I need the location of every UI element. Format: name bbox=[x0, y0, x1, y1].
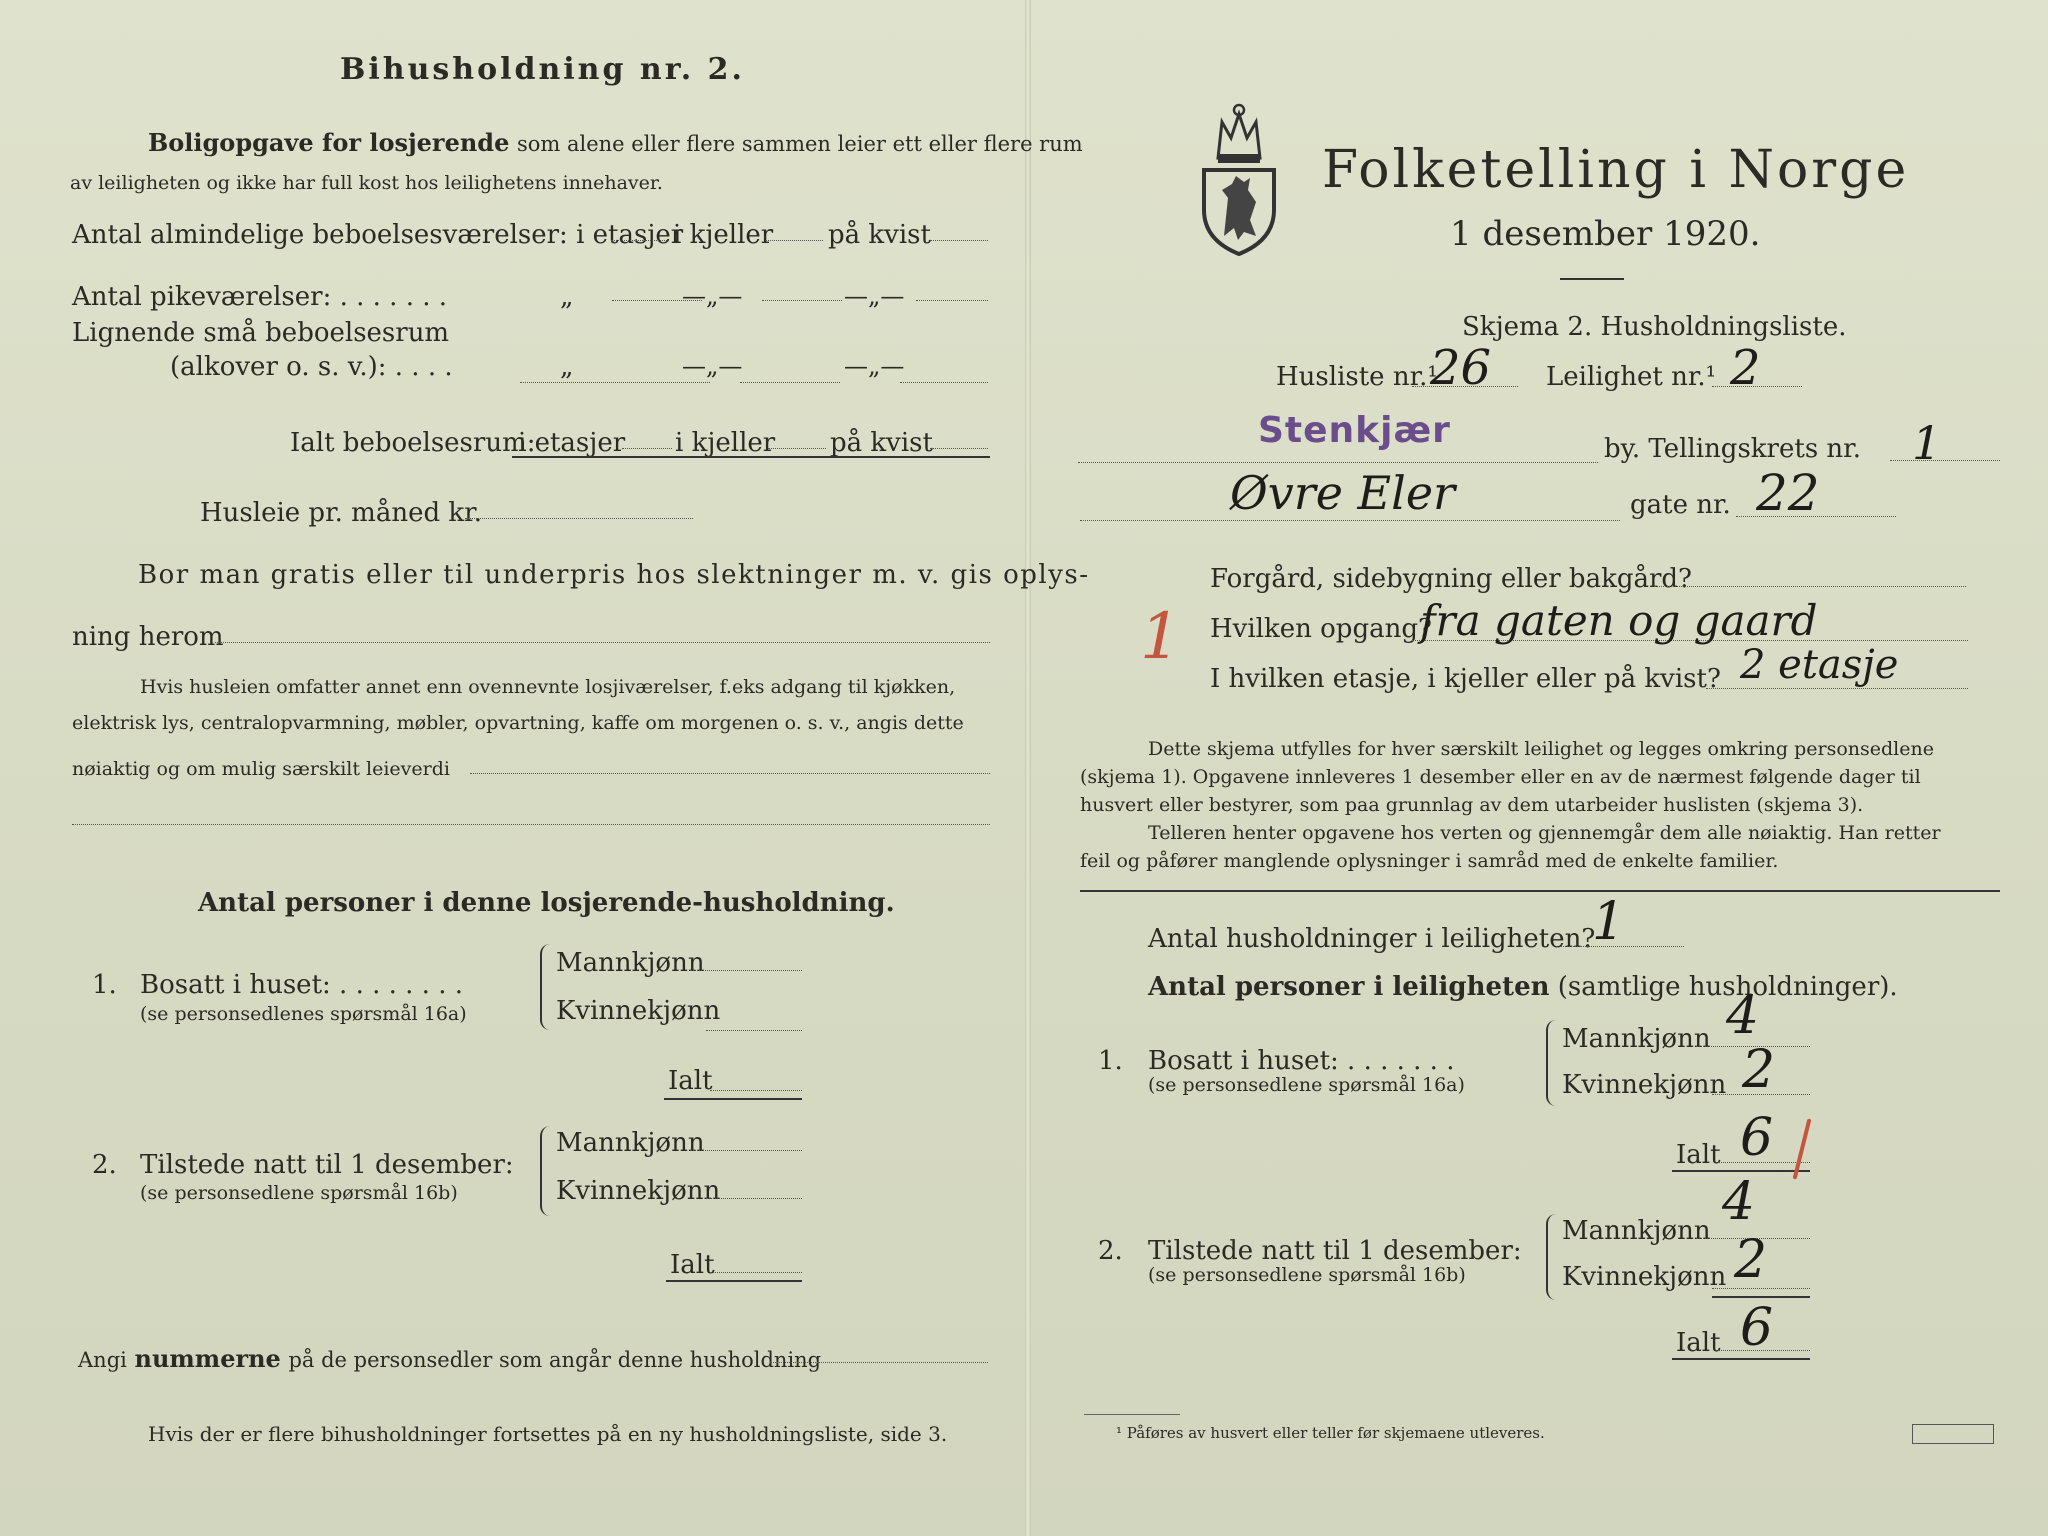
left-page-title: Bihusholdning nr. 2. bbox=[340, 52, 745, 87]
left-item1-ialt-label: Ialt bbox=[668, 1066, 713, 1096]
bor-line-1: Bor man gratis eller til underpris hos slektninger m. v. gis oplys- bbox=[138, 560, 1090, 590]
leilighet-value[interactable]: 2 bbox=[1730, 340, 1761, 396]
bor-field[interactable] bbox=[215, 642, 990, 643]
info-line-5: feil og påfører manglende oplysninger i samråd med de enkelte familier. bbox=[1080, 850, 1779, 872]
etasje-label: I hvilken etasje, i kjeller eller på kvist? bbox=[1210, 664, 1721, 694]
hvis-line-3: nøiaktig og om mulig særskilt leieverdi bbox=[72, 758, 450, 780]
left-item2-num: 2. bbox=[92, 1150, 117, 1180]
left-footer: Hvis der er flere bihusholdninger fortsettes på en ny husholdningsliste, side 3. bbox=[148, 1422, 948, 1446]
left-item2-label: Tilstede natt til 1 desember: bbox=[140, 1150, 514, 1180]
left-item1-kvinne-label: Kvinnekjønn bbox=[556, 996, 721, 1026]
city-field[interactable] bbox=[1078, 462, 1598, 463]
skjema-line: Skjema 2. Husholdningsliste. bbox=[1462, 312, 1847, 342]
left-item1-mann-label: Mannkjønn bbox=[556, 948, 705, 978]
right-item2-note: (se personsedlene spørsmål 16b) bbox=[1148, 1264, 1466, 1286]
printer-mark bbox=[1912, 1424, 1994, 1444]
right-item1-brace bbox=[1546, 1020, 1558, 1106]
forgard-label: Forgård, sidebygning eller bakgård? bbox=[1210, 564, 1692, 594]
left-item1-brace bbox=[540, 944, 552, 1030]
lignende-kjeller-field[interactable] bbox=[740, 382, 840, 383]
lignende-ditto-1: „ bbox=[560, 352, 574, 382]
left-item1-label: Bosatt i huset: . . . . . . . . bbox=[140, 970, 464, 1000]
margin-mark: 1 bbox=[1140, 600, 1181, 674]
left-item1-num: 1. bbox=[92, 970, 117, 1000]
right-item1-mann-label: Mannkjønn bbox=[1562, 1024, 1711, 1054]
etasje-field[interactable] bbox=[1706, 688, 1968, 689]
leieverdi-field[interactable] bbox=[470, 773, 990, 774]
ialt-kjeller-field[interactable] bbox=[768, 448, 826, 449]
forgard-field[interactable] bbox=[1654, 586, 1966, 587]
husleie-field[interactable] bbox=[465, 518, 693, 519]
lignende-ditto-2: —„— bbox=[682, 352, 743, 380]
right-item2-mann-value[interactable]: 4 bbox=[1722, 1172, 1756, 1232]
left-item2-kvinne-label: Kvinnekjønn bbox=[556, 1176, 721, 1206]
gate-label: gate nr. bbox=[1630, 490, 1731, 520]
rooms-kvist-label: på kvist bbox=[828, 220, 931, 250]
right-item1-kvinne-value[interactable]: 2 bbox=[1742, 1040, 1776, 1100]
info-line-1: Dette skjema utfylles for hver særskilt leilighet og legges omkring personsedlene bbox=[1148, 738, 1934, 760]
right-item2-brace bbox=[1546, 1214, 1558, 1300]
left-item1-mann-field[interactable] bbox=[690, 970, 802, 971]
etasje-value[interactable]: 2 etasje bbox=[1740, 642, 1899, 688]
right-item1-mann-value[interactable]: 4 bbox=[1726, 986, 1760, 1046]
right-item2-label: Tilstede natt til 1 desember: bbox=[1148, 1236, 1522, 1266]
right-item1-ialt-label: Ialt bbox=[1676, 1140, 1721, 1170]
left-item2-mann-label: Mannkjønn bbox=[556, 1128, 705, 1158]
left-item2-kvinne-field[interactable] bbox=[706, 1198, 802, 1199]
angi-field[interactable] bbox=[770, 1362, 988, 1363]
intro-rest: som alene eller flere sammen leier ett eller flere rum bbox=[516, 132, 1083, 156]
lignende-etasjer-field[interactable] bbox=[520, 382, 710, 383]
ialt-etasjer-field[interactable] bbox=[622, 448, 672, 449]
info-line-2: (skjema 1). Opgavene innleveres 1 desember eller en av de nærmest følgende dager til bbox=[1080, 766, 1921, 788]
right-item2-kvinne-label: Kvinnekjønn bbox=[1562, 1262, 1727, 1292]
pike-ditto-1: „ bbox=[560, 282, 574, 312]
by-krets-label: by. Tellingskrets nr. bbox=[1604, 434, 1862, 464]
intro-bold: Boligopgave for losjerende bbox=[148, 128, 510, 157]
info-line-4: Telleren henter opgavene hos verten og gjennemgår dem alle nøiaktig. Han retter bbox=[1148, 822, 1941, 844]
info-line-3: husvert eller bestyrer, som paa grunnlag av dem utarbeider huslisten (skjema 3). bbox=[1080, 794, 1864, 816]
right-page-date: 1 desember 1920. bbox=[1450, 214, 1761, 254]
right-persons-heading bbox=[1148, 972, 1898, 1002]
title-rule bbox=[1560, 278, 1624, 280]
pike-kjeller-field[interactable] bbox=[762, 300, 842, 301]
husliste-value[interactable]: 26 bbox=[1430, 340, 1492, 396]
hvis-line-1: Hvis husleien omfatter annet enn ovennevnte losjiværelser, f.eks adgang til kjøkken, bbox=[140, 676, 956, 698]
ialt-kvist-field[interactable] bbox=[930, 448, 988, 449]
left-item2-note: (se personsedlene spørsmål 16b) bbox=[140, 1182, 458, 1204]
left-item2-mann-field[interactable] bbox=[690, 1150, 802, 1151]
left-item1-ialt-field[interactable] bbox=[710, 1090, 802, 1091]
info-rule bbox=[1080, 890, 2000, 892]
krets-value[interactable]: 1 bbox=[1912, 416, 1942, 470]
husleie-label: Husleie pr. måned kr. bbox=[200, 498, 482, 528]
ialt-kvist-label: på kvist bbox=[830, 428, 933, 458]
intro-line-2: av leiligheten og ikke har full kost hos leilighetens innehaver. bbox=[70, 172, 663, 194]
hvis-line-2: elektrisk lys, centralopvarmning, møbler, opvartning, kaffe om morgenen o. s. v., angis dette bbox=[72, 712, 964, 734]
opgang-label: Hvilken opgang? bbox=[1210, 614, 1432, 644]
gate-value[interactable]: 22 bbox=[1756, 464, 1820, 522]
rooms-label: Antal almindelige beboelsesværelser: i etasjer bbox=[72, 220, 684, 250]
right-item1-kvinne-label: Kvinnekjønn bbox=[1562, 1070, 1727, 1100]
ialt-rooms-rule bbox=[512, 456, 990, 458]
norwegian-coat-of-arms-icon bbox=[1198, 98, 1280, 258]
husliste-label: Husliste nr.¹ bbox=[1276, 362, 1438, 392]
ialt-etasjer-label: i etasjer bbox=[518, 428, 626, 458]
pike-ditto-2: —„— bbox=[682, 282, 743, 310]
right-item1-label: Bosatt i huset: . . . . . . . bbox=[1148, 1046, 1455, 1076]
right-item2-num: 2. bbox=[1098, 1236, 1123, 1266]
right-item1-note: (se personsedlene spørsmål 16a) bbox=[1148, 1074, 1465, 1096]
rooms-kjeller-field[interactable] bbox=[765, 240, 823, 241]
persons-heading-bold: Antal personer i leiligheten bbox=[1148, 972, 1550, 1002]
husholdninger-label: Antal husholdninger i leiligheten? bbox=[1148, 924, 1596, 954]
leieverdi-field-2[interactable] bbox=[72, 824, 990, 825]
left-item2-ialt-field[interactable] bbox=[710, 1272, 802, 1273]
opgang-value[interactable]: fra gaten og gaard bbox=[1420, 596, 1818, 645]
right-item2-ialt-value[interactable]: 6 bbox=[1740, 1298, 1774, 1358]
street-value[interactable]: Øvre Eler bbox=[1230, 466, 1456, 520]
krets-field[interactable] bbox=[1890, 460, 2000, 461]
rooms-kvist-field[interactable] bbox=[930, 240, 988, 241]
left-item1-ialt-rule bbox=[664, 1098, 802, 1100]
city-stamp: Stenkjær bbox=[1258, 410, 1451, 451]
lignende-ditto-3: —„— bbox=[844, 352, 905, 380]
left-persons-heading: Antal personer i denne losjerende-husholdning. bbox=[198, 888, 895, 918]
ialt-kjeller-label: i kjeller bbox=[675, 428, 776, 458]
right-item2-mann-label: Mannkjønn bbox=[1562, 1216, 1711, 1246]
angi-pre: Angi bbox=[78, 1348, 127, 1372]
footnote: ¹ Påføres av husvert eller teller før skjemaene utleveres. bbox=[1116, 1424, 1545, 1442]
lignende-line-1: Lignende små beboelsesrum bbox=[72, 318, 450, 348]
intro-line-1 bbox=[148, 128, 1083, 157]
left-item2-ialt-label: Ialt bbox=[670, 1250, 715, 1280]
right-item1-ialt-value[interactable]: 6 bbox=[1740, 1108, 1774, 1168]
rooms-kjeller-label: i kjeller bbox=[673, 220, 774, 250]
angi-bold: nummerne bbox=[134, 1344, 281, 1373]
right-item2-ialt-label: Ialt bbox=[1676, 1328, 1721, 1358]
pike-ditto-3: —„— bbox=[844, 282, 905, 310]
angi-rest: på de personsedler som angår denne husholdning bbox=[288, 1348, 822, 1372]
rooms-etasjer-field[interactable] bbox=[611, 240, 669, 241]
leilighet-label: Leilighet nr.¹ bbox=[1546, 362, 1717, 392]
lignende-line-2: (alkover o. s. v.): . . . . bbox=[170, 352, 453, 382]
street-field[interactable] bbox=[1080, 520, 1620, 521]
husholdninger-value[interactable]: 1 bbox=[1592, 892, 1626, 952]
pike-kvist-field[interactable] bbox=[916, 300, 988, 301]
right-item1-num: 1. bbox=[1098, 1046, 1123, 1076]
center-fold bbox=[1025, 0, 1031, 1536]
right-item2-kvinne-value[interactable]: 2 bbox=[1734, 1230, 1768, 1290]
ialt-rooms-label: Ialt beboelsesrum: bbox=[290, 428, 536, 458]
angi-line bbox=[78, 1344, 821, 1373]
left-item1-kvinne-field[interactable] bbox=[706, 1030, 802, 1031]
left-item1-note: (se personsedlenes spørsmål 16a) bbox=[140, 1003, 467, 1025]
footnote-rule bbox=[1084, 1414, 1180, 1415]
left-item2-ialt-rule bbox=[666, 1280, 802, 1282]
bor-line-2: ning herom bbox=[72, 622, 224, 652]
pike-label: Antal pikeværelser: . . . . . . . bbox=[72, 282, 448, 312]
persons-heading-rest: (samtlige husholdninger). bbox=[1557, 972, 1898, 1002]
left-item2-brace bbox=[540, 1126, 552, 1216]
lignende-kvist-field[interactable] bbox=[900, 382, 988, 383]
right-page-title: Folketelling i Norge bbox=[1322, 140, 1910, 200]
right-item2-ialt-rule bbox=[1672, 1358, 1810, 1360]
